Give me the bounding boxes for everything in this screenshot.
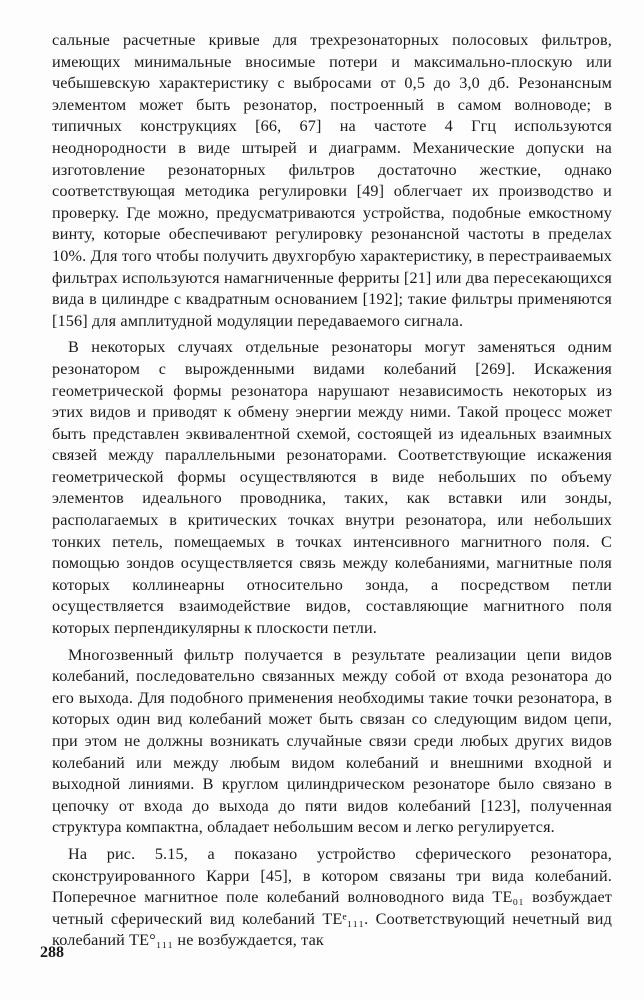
paragraph-1: сальные расчетные кривые для трехрезонаторных полосовых фильтров, имеющих минимальные вносимые потери и максимально-плоскую или чебышевскую характеристику с выбросами от 0,5 до 3,0 дб. Резонансным элементом может быть резонатор, построенный в самом волноводе; в типичных конструкциях [66, 67] на частоте 4 Ггц используются неоднородности в виде штырей и диаграмм. Механические допуски на изготовление резонаторных фильтров достаточно жесткие, однако соответствующая методика регулировки [49] облегчает их производство и проверку. Где можно, предусматриваются устройства, подобные емкостному винту, которые обеспечивают регулировку резонансной частоты в пределах 10%. Для того чтобы получить двухгорбую характеристику, в перестраиваемых фильтрах используются намагниченные ферриты [21] или два пересекающихся вида в цилиндре с квадратным основанием [192]; такие фильтры применяются [156] для амплитудной модуляции передаваемого сигнала.	[52, 31, 612, 330]
paragraph-2: В некоторых случаях отдельные резонаторы могут заменяться одним резонатором с вырожденными видами колебаний [269]. Искажения геометрической формы резонатора нарушают независимость некоторых из этих видов и приводят к обмену энергии между ними. Такой процесс может быть представлен эквивалентной схемой, состоящей из идеальных взаимных связей между параллельными резонаторами. Соответствующие искажения геометрической формы осуществляются в виде небольших по объему элементов идеального проводника, таких, как вставки или зонды, располагаемых в критических точках внутри резонатора, или небольших тонких петель, помещаемых в точках интенсивного магнитного поля. С помощью зондов осуществляется связь между колебаниями, магнитные поля которых коллинеарны относительно зонда, а посредством петли осуществляется взаимодействие видов, составляющие магнитного поля которых перпендикулярны к плоскости петли.	[52, 338, 612, 638]
page-number: 288	[40, 944, 64, 961]
paragraph-4: На рис. 5.15, а показано устройство сферического резонатора, сконструированного Карри [45], в котором связаны три вида колебаний. Поперечное магнитное поле колебаний волноводного вида TE₀₁ возбуждает четный сферический вид колебаний TEᵉ₁₁₁. Соответствующий нечетный вид колебаний TE°₁₁₁ не возбуждается, так	[52, 844, 612, 950]
body-text	[52, 30, 612, 957]
paragraph-3: Многозвенный фильтр получается в результате реализации цепи видов колебаний, последовательно связанных между собой от входа резонатора до его выхода. Для подобного применения необходимы такие точки резонатора, в которых один вид колебаний может быть связан со следующим видом цепи, при этом не должны возникать случайные связи среди любых других видов колебаний или между любым видом колебаний и внешними входной и выходной линиями. В круглом цилиндрическом резонаторе было связано в цепочку от входа до выхода до пяти видов колебаний [123], полученная структура компактна, обладает небольшим весом и легко регулируется.	[52, 645, 612, 837]
